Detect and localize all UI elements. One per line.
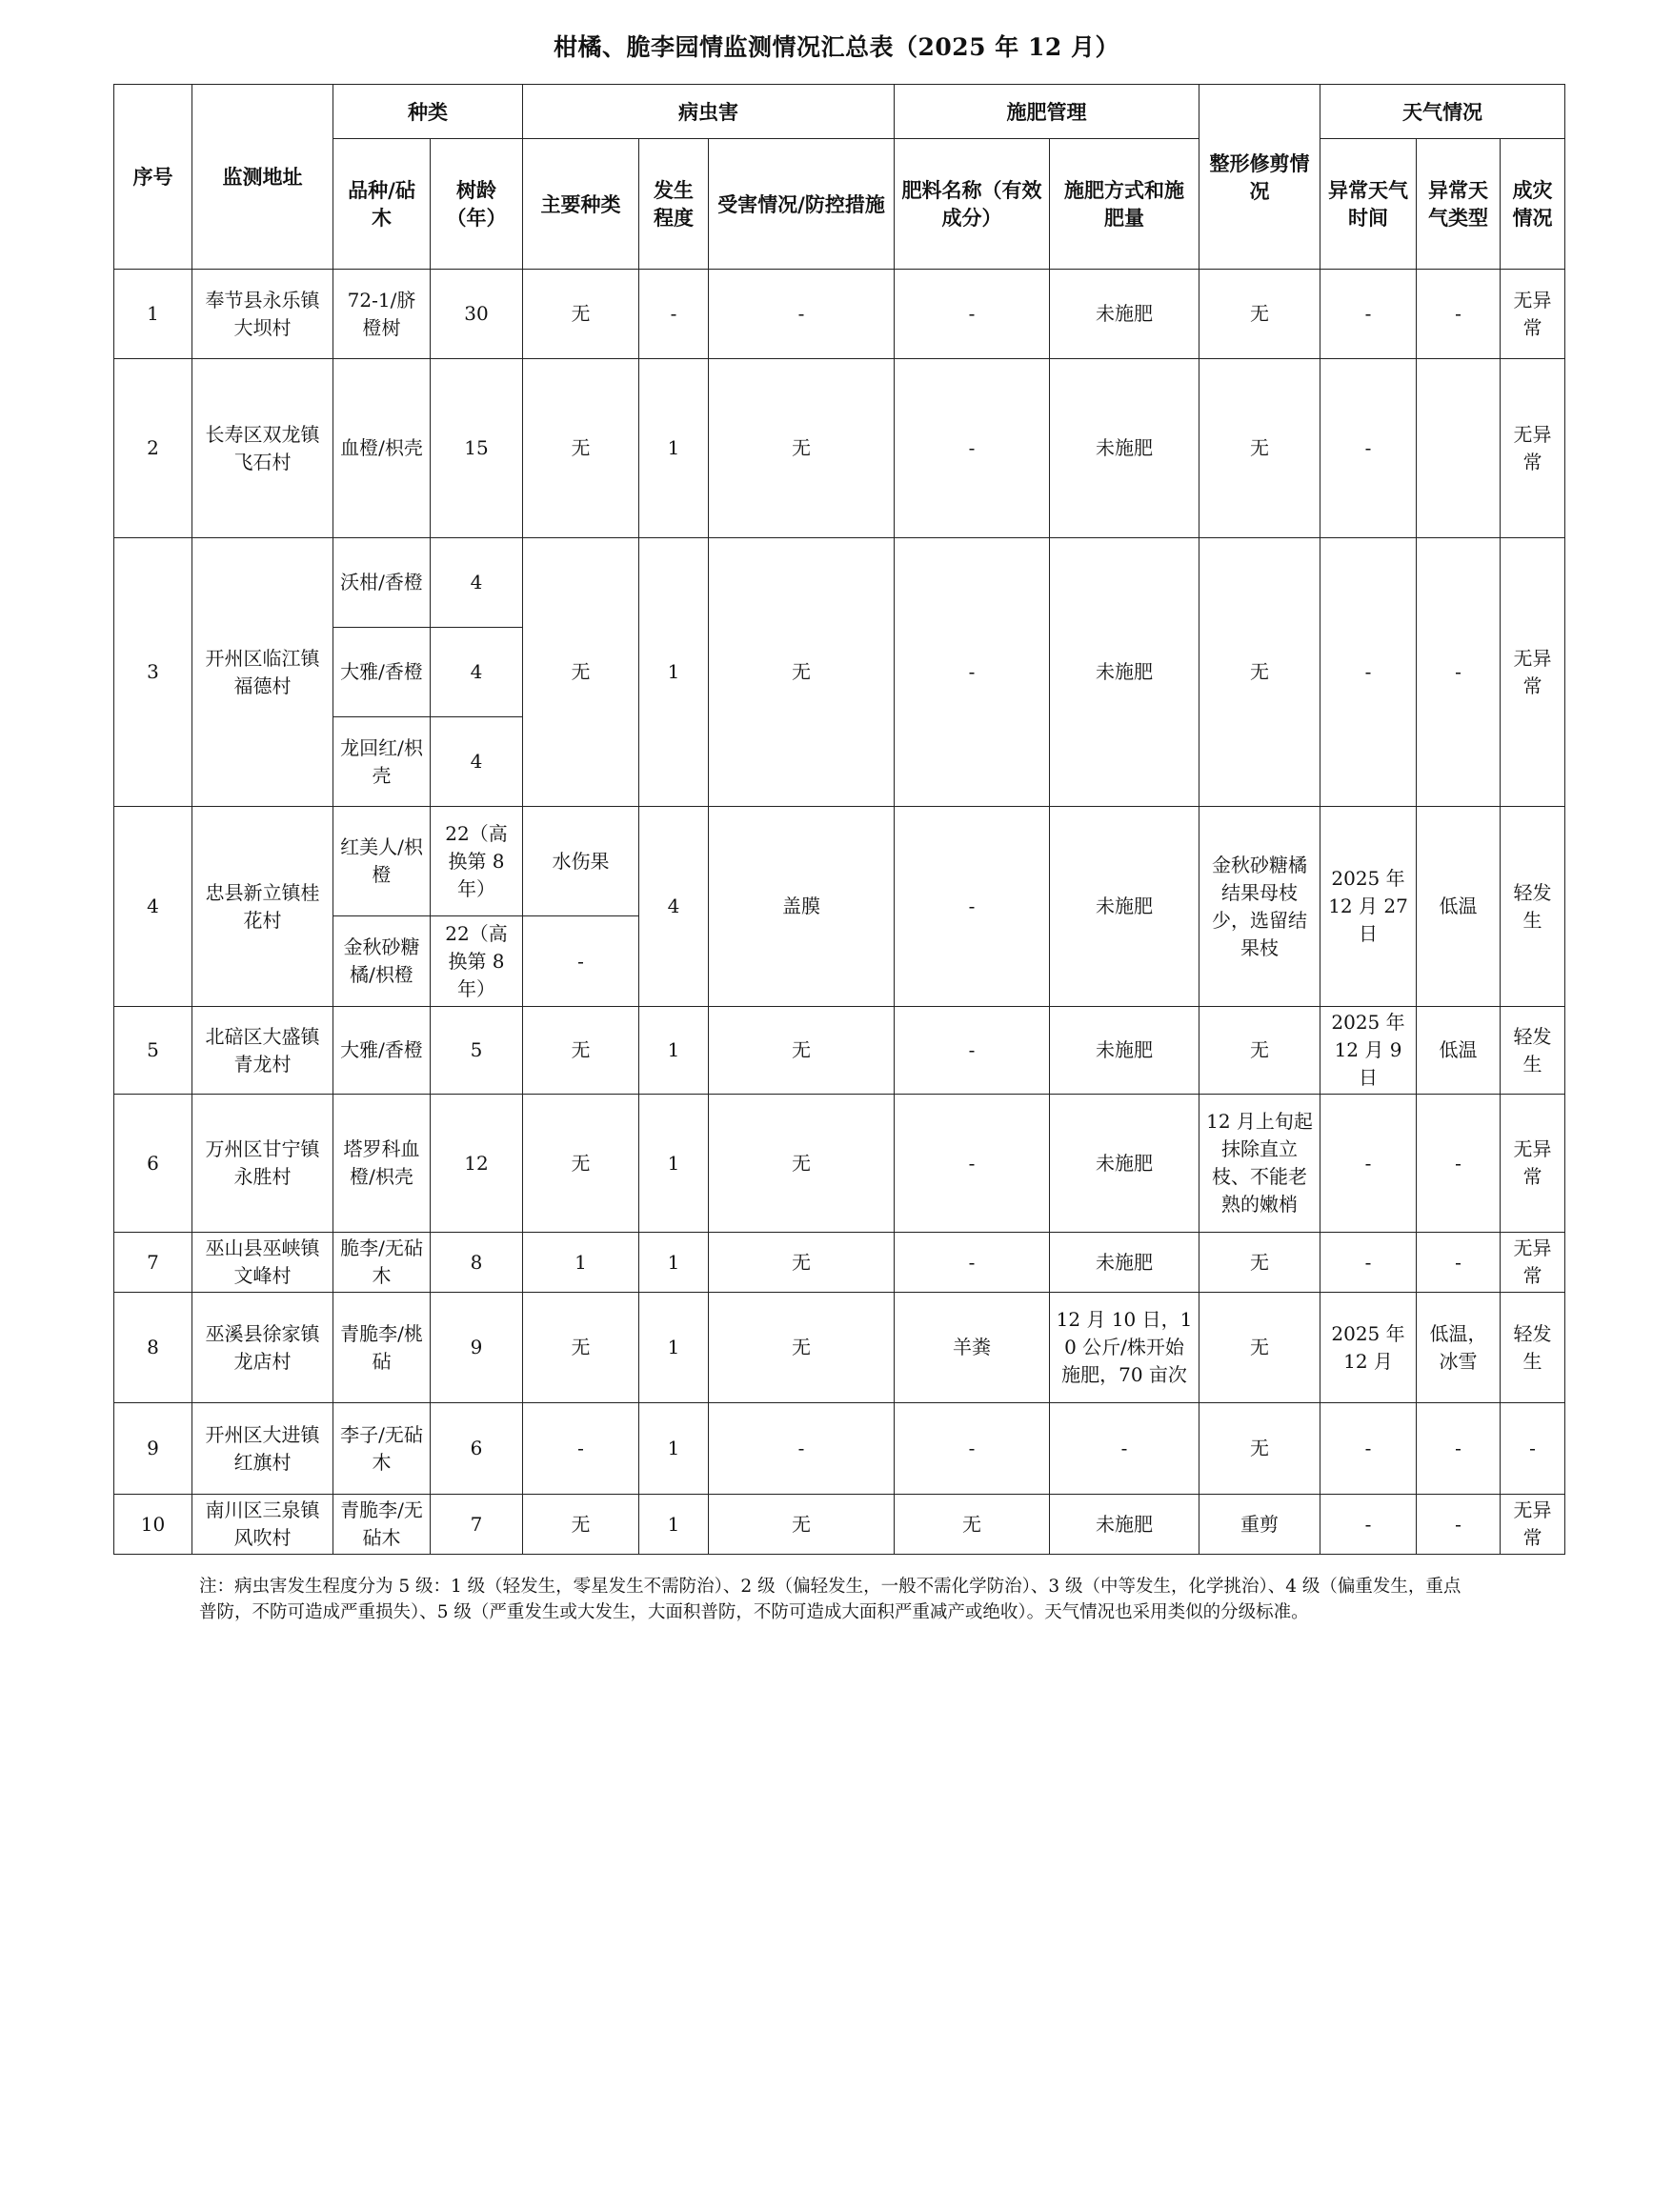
cell-pest-level: 1 bbox=[639, 1095, 709, 1233]
cell-location: 巫溪县徐家镇龙店村 bbox=[192, 1293, 333, 1403]
table-row bbox=[114, 1293, 1565, 1403]
cell-seq: 10 bbox=[114, 1495, 192, 1555]
header-pest: 病虫害 bbox=[523, 85, 895, 139]
table-row bbox=[114, 1233, 1565, 1293]
table-row bbox=[114, 1403, 1565, 1495]
cell-age: 22（高换第 8 年） bbox=[431, 916, 523, 1007]
cell-location: 忠县新立镇桂花村 bbox=[192, 807, 333, 1007]
cell-location: 开州区临江镇福德村 bbox=[192, 538, 333, 807]
cell-pest-damage: 无 bbox=[709, 538, 895, 807]
cell-pest-damage: 无 bbox=[709, 1095, 895, 1233]
cell-pruning: 无 bbox=[1199, 1233, 1320, 1293]
cell-fert-method: 未施肥 bbox=[1050, 1495, 1199, 1555]
cell-pest-damage: 盖膜 bbox=[709, 807, 895, 1007]
cell-fert-name: - bbox=[895, 538, 1050, 807]
header-species: 种类 bbox=[333, 85, 523, 139]
cell-pest-main: - bbox=[523, 916, 639, 1007]
header-pest-main: 主要种类 bbox=[523, 139, 639, 270]
cell-variety: 脆李/无砧木 bbox=[333, 1233, 431, 1293]
cell-location: 南川区三泉镇风吹村 bbox=[192, 1495, 333, 1555]
cell-age: 4 bbox=[431, 538, 523, 628]
cell-pruning: 无 bbox=[1199, 270, 1320, 359]
cell-pest-main: 1 bbox=[523, 1233, 639, 1293]
cell-pest-damage: 无 bbox=[709, 1495, 895, 1555]
cell-weather-time: - bbox=[1320, 270, 1417, 359]
cell-pest-damage: 无 bbox=[709, 359, 895, 538]
cell-location: 长寿区双龙镇飞石村 bbox=[192, 359, 333, 538]
cell-age: 7 bbox=[431, 1495, 523, 1555]
cell-age: 22（高换第 8 年） bbox=[431, 807, 523, 916]
cell-weather-time: 2025 年 12 月 9 日 bbox=[1320, 1007, 1417, 1095]
cell-disaster: 轻发生 bbox=[1501, 807, 1565, 1007]
cell-weather-type: 低温 bbox=[1417, 807, 1501, 1007]
header-fertilizer: 施肥管理 bbox=[895, 85, 1199, 139]
cell-pest-level: 1 bbox=[639, 1495, 709, 1555]
cell-fert-method: 未施肥 bbox=[1050, 1007, 1199, 1095]
monitoring-table bbox=[113, 84, 1565, 1555]
table-row bbox=[114, 1495, 1565, 1555]
cell-pest-main: 无 bbox=[523, 270, 639, 359]
header-disaster: 成灾情况 bbox=[1501, 139, 1565, 270]
cell-weather-time: - bbox=[1320, 1403, 1417, 1495]
cell-disaster: 无异常 bbox=[1501, 538, 1565, 807]
cell-seq: 2 bbox=[114, 359, 192, 538]
cell-age: 6 bbox=[431, 1403, 523, 1495]
cell-seq: 7 bbox=[114, 1233, 192, 1293]
cell-fert-method: 未施肥 bbox=[1050, 807, 1199, 1007]
cell-age: 9 bbox=[431, 1293, 523, 1403]
cell-location: 北碚区大盛镇青龙村 bbox=[192, 1007, 333, 1095]
cell-fert-method: - bbox=[1050, 1403, 1199, 1495]
cell-fert-name: - bbox=[895, 807, 1050, 1007]
cell-pest-level: 1 bbox=[639, 1293, 709, 1403]
cell-pest-main: 无 bbox=[523, 1095, 639, 1233]
cell-pest-main: 无 bbox=[523, 1007, 639, 1095]
cell-fert-name: - bbox=[895, 1233, 1050, 1293]
cell-weather-time: - bbox=[1320, 1095, 1417, 1233]
cell-variety: 大雅/香橙 bbox=[333, 628, 431, 717]
cell-variety: 李子/无砧木 bbox=[333, 1403, 431, 1495]
header-pruning: 整形修剪情况 bbox=[1199, 85, 1320, 270]
cell-pruning: 12 月上旬起抹除直立枝、不能老熟的嫩梢 bbox=[1199, 1095, 1320, 1233]
cell-age: 30 bbox=[431, 270, 523, 359]
cell-weather-type: 低温，冰雪 bbox=[1417, 1293, 1501, 1403]
cell-fert-name: 羊粪 bbox=[895, 1293, 1050, 1403]
cell-fert-name: - bbox=[895, 359, 1050, 538]
cell-disaster: 无异常 bbox=[1501, 359, 1565, 538]
cell-pest-level: - bbox=[639, 270, 709, 359]
header-weather-time: 异常天气时间 bbox=[1320, 139, 1417, 270]
cell-pruning: 无 bbox=[1199, 1007, 1320, 1095]
cell-weather-type: - bbox=[1417, 1095, 1501, 1233]
cell-location: 奉节县永乐镇大坝村 bbox=[192, 270, 333, 359]
cell-pest-level: 1 bbox=[639, 1403, 709, 1495]
table-row bbox=[114, 538, 1565, 628]
cell-location: 万州区甘宁镇永胜村 bbox=[192, 1095, 333, 1233]
cell-seq: 1 bbox=[114, 270, 192, 359]
header-weather: 天气情况 bbox=[1320, 85, 1565, 139]
cell-variety: 红美人/枳橙 bbox=[333, 807, 431, 916]
cell-pest-level: 1 bbox=[639, 1233, 709, 1293]
header-pest-level: 发生程度 bbox=[639, 139, 709, 270]
cell-age: 12 bbox=[431, 1095, 523, 1233]
cell-seq: 6 bbox=[114, 1095, 192, 1233]
cell-disaster: 无异常 bbox=[1501, 1233, 1565, 1293]
cell-age: 4 bbox=[431, 628, 523, 717]
cell-disaster: 轻发生 bbox=[1501, 1007, 1565, 1095]
cell-pest-main: 无 bbox=[523, 359, 639, 538]
cell-pest-damage: 无 bbox=[709, 1007, 895, 1095]
cell-fert-method: 12 月 10 日，10 公斤/株开始施肥，70 亩次 bbox=[1050, 1293, 1199, 1403]
cell-variety: 大雅/香橙 bbox=[333, 1007, 431, 1095]
header-fert-method: 施肥方式和施肥量 bbox=[1050, 139, 1199, 270]
cell-pruning: 无 bbox=[1199, 1293, 1320, 1403]
cell-seq: 9 bbox=[114, 1403, 192, 1495]
table-title: 柑橘、脆李园情监测情况汇总表（2025 年 12 月） bbox=[554, 33, 1119, 61]
cell-weather-type: - bbox=[1417, 1495, 1501, 1555]
cell-fert-method: 未施肥 bbox=[1050, 538, 1199, 807]
cell-disaster: 无异常 bbox=[1501, 1495, 1565, 1555]
header-pest-damage: 受害情况/防控措施 bbox=[709, 139, 895, 270]
cell-fert-name: - bbox=[895, 1403, 1050, 1495]
cell-weather-type: - bbox=[1417, 1403, 1501, 1495]
cell-pest-damage: - bbox=[709, 270, 895, 359]
cell-pruning: 金秋砂糖橘结果母枝少，选留结果枝 bbox=[1199, 807, 1320, 1007]
cell-fert-method: 未施肥 bbox=[1050, 1233, 1199, 1293]
header-fert-name: 肥料名称（有效成分） bbox=[895, 139, 1050, 270]
header-variety: 品种/砧木 bbox=[333, 139, 431, 270]
cell-disaster: 轻发生 bbox=[1501, 1293, 1565, 1403]
cell-variety: 血橙/枳壳 bbox=[333, 359, 431, 538]
cell-weather-time: - bbox=[1320, 1495, 1417, 1555]
cell-weather-time: - bbox=[1320, 359, 1417, 538]
cell-pest-level: 1 bbox=[639, 538, 709, 807]
cell-pest-main: - bbox=[523, 1403, 639, 1495]
cell-disaster: 无异常 bbox=[1501, 270, 1565, 359]
cell-age: 4 bbox=[431, 717, 523, 807]
cell-pest-damage: - bbox=[709, 1403, 895, 1495]
table-row bbox=[114, 1007, 1565, 1095]
cell-age: 8 bbox=[431, 1233, 523, 1293]
cell-variety: 青脆李/无砧木 bbox=[333, 1495, 431, 1555]
cell-pruning: 重剪 bbox=[1199, 1495, 1320, 1555]
cell-weather-type: - bbox=[1417, 538, 1501, 807]
cell-variety: 龙回红/枳壳 bbox=[333, 717, 431, 807]
cell-variety: 沃柑/香橙 bbox=[333, 538, 431, 628]
cell-variety: 青脆李/桃砧 bbox=[333, 1293, 431, 1403]
cell-pruning: 无 bbox=[1199, 538, 1320, 807]
cell-variety: 塔罗科血橙/枳壳 bbox=[333, 1095, 431, 1233]
cell-age: 5 bbox=[431, 1007, 523, 1095]
cell-pest-level: 1 bbox=[639, 1007, 709, 1095]
table-row bbox=[114, 359, 1565, 538]
cell-pruning: 无 bbox=[1199, 359, 1320, 538]
cell-pest-level: 1 bbox=[639, 359, 709, 538]
cell-fert-name: - bbox=[895, 1007, 1050, 1095]
cell-seq: 5 bbox=[114, 1007, 192, 1095]
cell-weather-time: 2025 年 12 月 bbox=[1320, 1293, 1417, 1403]
cell-variety: 72-1/脐橙树 bbox=[333, 270, 431, 359]
header-age: 树龄（年） bbox=[431, 139, 523, 270]
cell-fert-method: 未施肥 bbox=[1050, 359, 1199, 538]
cell-pest-damage: 无 bbox=[709, 1293, 895, 1403]
table-row bbox=[114, 807, 1565, 916]
cell-seq: 3 bbox=[114, 538, 192, 807]
cell-weather-time: - bbox=[1320, 538, 1417, 807]
cell-pest-main: 无 bbox=[523, 538, 639, 807]
cell-pest-level: 4 bbox=[639, 807, 709, 1007]
header-seq: 序号 bbox=[114, 85, 192, 270]
cell-weather-time: - bbox=[1320, 1233, 1417, 1293]
cell-weather-time: 2025 年 12 月 27 日 bbox=[1320, 807, 1417, 1007]
cell-fert-name: - bbox=[895, 1095, 1050, 1233]
cell-age: 15 bbox=[431, 359, 523, 538]
cell-fert-method: 未施肥 bbox=[1050, 1095, 1199, 1233]
cell-seq: 4 bbox=[114, 807, 192, 1007]
cell-variety: 金秋砂糖橘/枳橙 bbox=[333, 916, 431, 1007]
cell-disaster: 无异常 bbox=[1501, 1095, 1565, 1233]
table-row bbox=[114, 270, 1565, 359]
cell-pest-damage: 无 bbox=[709, 1233, 895, 1293]
cell-pest-main: 无 bbox=[523, 1495, 639, 1555]
cell-weather-type bbox=[1417, 359, 1501, 538]
cell-weather-type: - bbox=[1417, 1233, 1501, 1293]
header-weather-type: 异常天气类型 bbox=[1417, 139, 1501, 270]
footnote: 注：病虫害发生程度分为 5 级：1 级（轻发生，零星发生不需防治）、2 级（偏轻发生，一般不需化学防治）、3 级（中等发生，化学挑治）、4 级（偏重发生，重点普防，不防可造成严重损失）、5 级（严重发生或大发生，大面积普防，不防可造成大面积严重减产或绝收）。天气情况也采用类似的分级标准。 bbox=[199, 1577, 1461, 1622]
cell-location: 巫山县巫峡镇文峰村 bbox=[192, 1233, 333, 1293]
cell-fert-name: 无 bbox=[895, 1495, 1050, 1555]
header-location: 监测地址 bbox=[192, 85, 333, 270]
cell-pest-main: 无 bbox=[523, 1293, 639, 1403]
cell-pest-main: 水伤果 bbox=[523, 807, 639, 916]
cell-weather-type: 低温 bbox=[1417, 1007, 1501, 1095]
cell-fert-name: - bbox=[895, 270, 1050, 359]
cell-location: 开州区大进镇红旗村 bbox=[192, 1403, 333, 1495]
table-row bbox=[114, 1095, 1565, 1233]
cell-weather-type: - bbox=[1417, 270, 1501, 359]
cell-seq: 8 bbox=[114, 1293, 192, 1403]
cell-pruning: 无 bbox=[1199, 1403, 1320, 1495]
cell-disaster: - bbox=[1501, 1403, 1565, 1495]
cell-fert-method: 未施肥 bbox=[1050, 270, 1199, 359]
